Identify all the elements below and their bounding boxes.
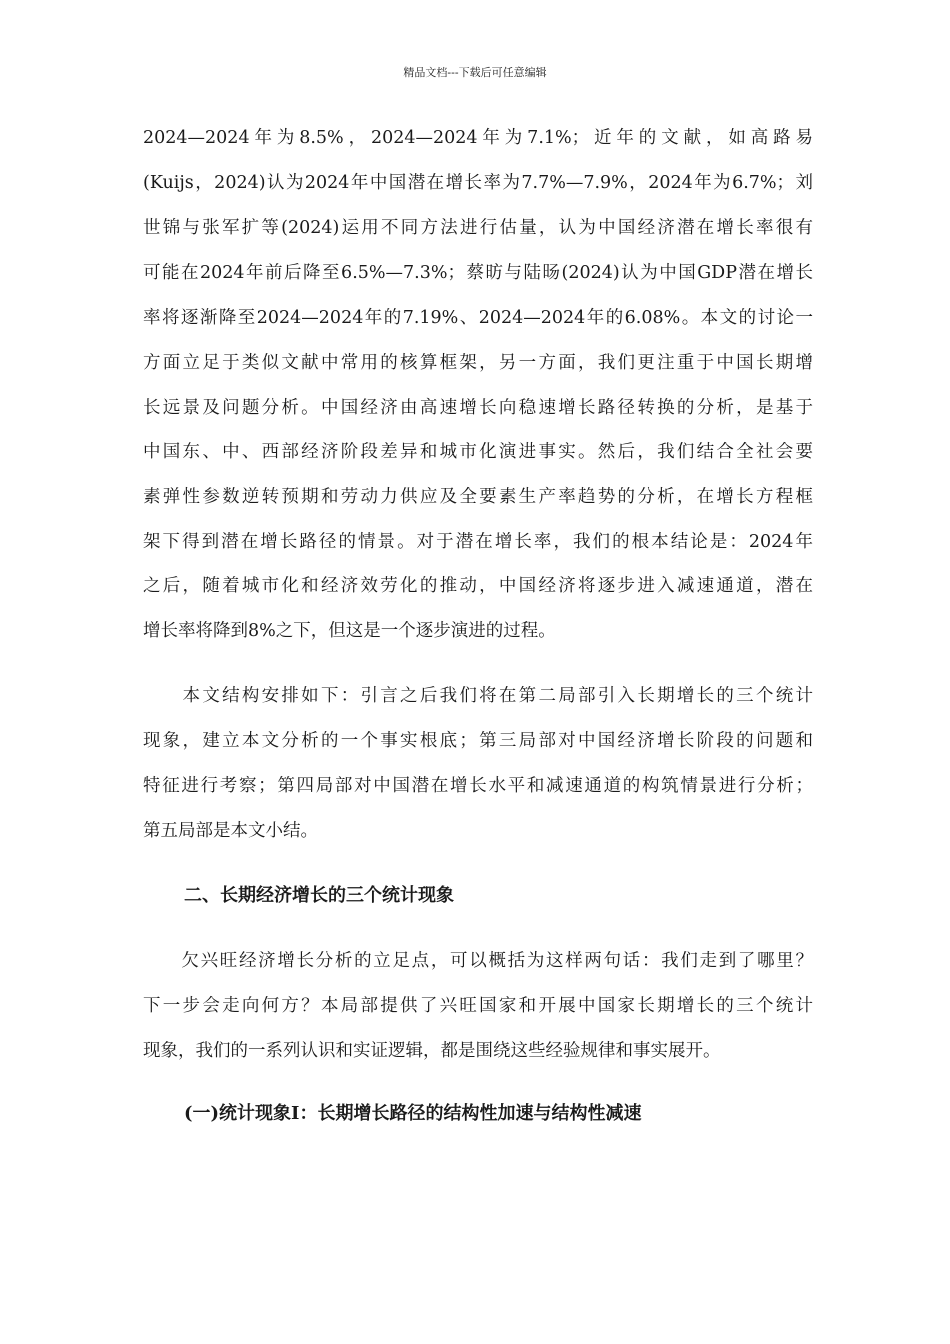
- paragraph-1-line: 可能在2024年前后降至6.5%—7.3%；蔡昉与陆旸(2024)认为中国GDP潜在增长: [143, 263, 813, 283]
- paragraph-1-line: (Kuijs，2024)认为2024年中国潜在增长率为7.7%—7.9%，2024年为6.7%；刘: [143, 173, 813, 193]
- section-heading: 二、长期经济增长的三个统计现象: [184, 885, 454, 906]
- paragraph-1-line: 架下得到潜在增长路径的情景。对于潜在增长率，我们的根本结论是：2024年: [143, 532, 813, 552]
- paragraph-3-line: 欠兴旺经济增长分析的立足点，可以概括为这样两句话：我们走到了哪里？: [143, 951, 813, 971]
- paragraph-1-line: 中国东、中、西部经济阶段差异和城市化演进事实。然后，我们结合全社会要: [143, 442, 813, 462]
- page-header: 精品文档---下载后可任意编辑: [403, 66, 547, 79]
- paragraph-2-line: 特征进行考察；第四局部对中国潜在增长水平和减速通道的构筑情景进行分析；: [143, 776, 813, 796]
- paragraph-1-line: 素弹性参数逆转预期和劳动力供应及全要素生产率趋势的分析，在增长方程框: [143, 487, 813, 507]
- paragraph-1-line: 率将逐渐降至2024—2024年的7.19%、2024—2024年的6.08%。本文的讨论一: [143, 308, 813, 328]
- paragraph-1-line: 长远景及问题分析。中国经济由高速增长向稳速增长路径转换的分析，是基于: [143, 398, 813, 418]
- paragraph-2-line: 第五局部是本文小结。: [143, 821, 318, 841]
- subsection-heading: (一)统计现象Ⅰ：长期增长路径的结构性加速与结构性减速: [184, 1103, 642, 1124]
- paragraph-1-line: 2024—2024年为8.5%，2024—2024年为7.1%；近年的文献，如高路易: [143, 128, 813, 148]
- paragraph-2-line: 现象，建立本文分析的一个事实根底；第三局部对中国经济增长阶段的问题和: [143, 731, 813, 751]
- paragraph-3-line: 现象，我们的一系列认识和实证逻辑，都是围绕这些经验规律和事实展开。: [143, 1041, 721, 1061]
- paragraph-2-line: 本文结构安排如下：引言之后我们将在第二局部引入长期增长的三个统计: [143, 686, 813, 706]
- paragraph-3-line: 下一步会走向何方？本局部提供了兴旺国家和开展中国家长期增长的三个统计: [143, 996, 813, 1016]
- paragraph-1-line: 方面立足于类似文献中常用的核算框架，另一方面，我们更注重于中国长期增: [143, 353, 813, 373]
- paragraph-1-line: 之后，随着城市化和经济效劳化的推动，中国经济将逐步进入减速通道，潜在: [143, 576, 813, 596]
- paragraph-1-line: 增长率将降到8%之下，但这是一个逐步演进的过程。: [143, 621, 556, 641]
- paragraph-1-line: 世锦与张军扩等(2024)运用不同方法进行估量，认为中国经济潜在增长率很有: [143, 218, 813, 238]
